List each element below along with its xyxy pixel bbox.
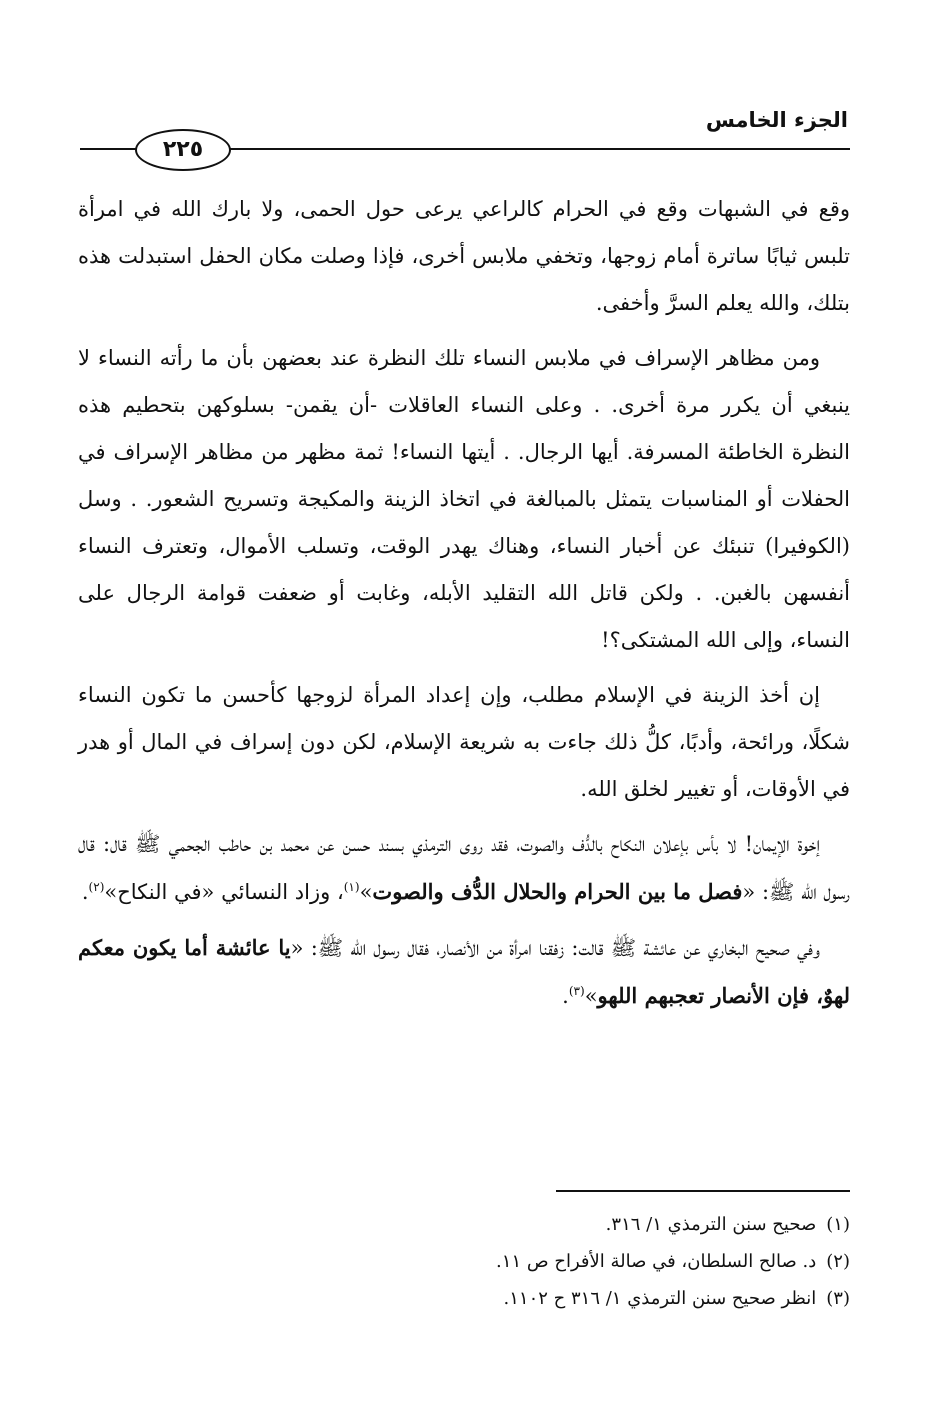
footnote-number: (٢) <box>826 1251 850 1272</box>
footnote-ref-1: (١) <box>343 880 360 894</box>
paragraph-5 <box>78 924 850 1020</box>
footnote-ref-3: (٣) <box>568 984 585 998</box>
footnote-1 <box>290 1206 850 1243</box>
paragraph-4-text-c: ، وزاد النسائي «في النكاح» <box>104 880 344 904</box>
paragraph-5-text-c: . <box>562 984 569 1008</box>
footnotes <box>290 1206 850 1317</box>
header-title: الجزء الخامس <box>705 108 848 132</box>
hadith-quote-2: يا عائشة أما يكون معكم لهوٌ، فإن الأنصار تعجبهم اللهو <box>78 935 850 1008</box>
main-text <box>78 186 850 1028</box>
paragraph-5-text-a: وفي صحيح البخاري عن عائشة ﷺ قالت: زفقنا امرأة من الأنصار، فقال رسول الله ﷺ: « <box>290 936 820 960</box>
footnote-number: (١) <box>826 1214 850 1235</box>
hadith-quote-1: فصل ما بين الحرام والحلال الدُّف والصوت <box>372 879 743 904</box>
paragraph-1: وقع في الشبهات وقع في الحرام كالراعي يرعى حول الحمى، ولا بارك الله في امرأة تلبس ثيابًا ساترة أمام زوجها، وتخفي ملابس أخرى، فإذا وصلت مكان الحفل استبدلت هذه بتلك، والله يعلم السرَّ وأخفى. <box>78 197 850 315</box>
footnote-text: صحيح سنن الترمذي ١/ ٣١٦. <box>605 1214 817 1235</box>
paragraph-4-text-d: . <box>81 880 89 904</box>
footnote-text: د. صالح السلطان، في صالة الأفراح ص ١١. <box>496 1251 817 1272</box>
paragraph-2: ومن مظاهر الإسراف في ملابس النساء تلك النظرة عند بعضهن بأن ما رأته النساء لا ينبغي أن يكرر مرة أخرى. . وعلى النساء العاقلات -أن يقمن- بسلوكهن بتحطيم هذه النظرة الخاطئة المسرفة. أيها الرجال. . أيتها النساء! ثمة مظهر من مظاهر الإسراف في الحفلات أو المناسبات يتمثل بالمبالغة في اتخاذ الزينة والمكيجة وتسريح الشعور. . وسل (الكوفيرا) تنبئك عن أخبار النساء، وهناك يهدر الوقت، وتسلب الأموال، وتعترف النساء أنفسهن بالغبن. . ولكن قاتل الله التقليد الأبله، وغابت أو ضعفت قوامة الرجال على النساء، وإلى الله المشتكى؟! <box>78 346 850 652</box>
page-number: ٢٢٥ <box>135 129 231 171</box>
footnote-divider <box>556 1190 850 1192</box>
footnote-text: انظر صحيح سنن الترمذي ١/ ٣١٦ ح ١١٠٢. <box>503 1288 817 1309</box>
paragraph-4-text-b: » <box>359 880 373 904</box>
footnote-ref-2: (٢) <box>88 880 105 894</box>
footnote-3 <box>290 1280 850 1317</box>
paragraph-4 <box>78 821 850 916</box>
paragraph-3: إن أخذ الزينة في الإسلام مطلب، وإن إعداد المرأة لزوجها كأحسن ما تكون النساء شكلًا، ورائحة، وأدبًا، كلُّ ذلك جاءت به شريعة الإسلام، لكن دون إسراف في المال أو هدر في الأوقات، أو تغيير لخلق الله. <box>78 683 850 801</box>
paragraph-4-text-a: إخوة الإيمان! لا بأس بإعلان النكاح بالدُّف والصوت، فقد روى الترمذي بسند حسن عن محمد بن حاطب الجحمي ﷺ قال: قال رسول الله ﷺ: « <box>78 832 850 904</box>
footnote-number: (٣) <box>826 1288 850 1309</box>
paragraph-5-text-b: » <box>584 984 598 1008</box>
footnote-2 <box>290 1243 850 1280</box>
